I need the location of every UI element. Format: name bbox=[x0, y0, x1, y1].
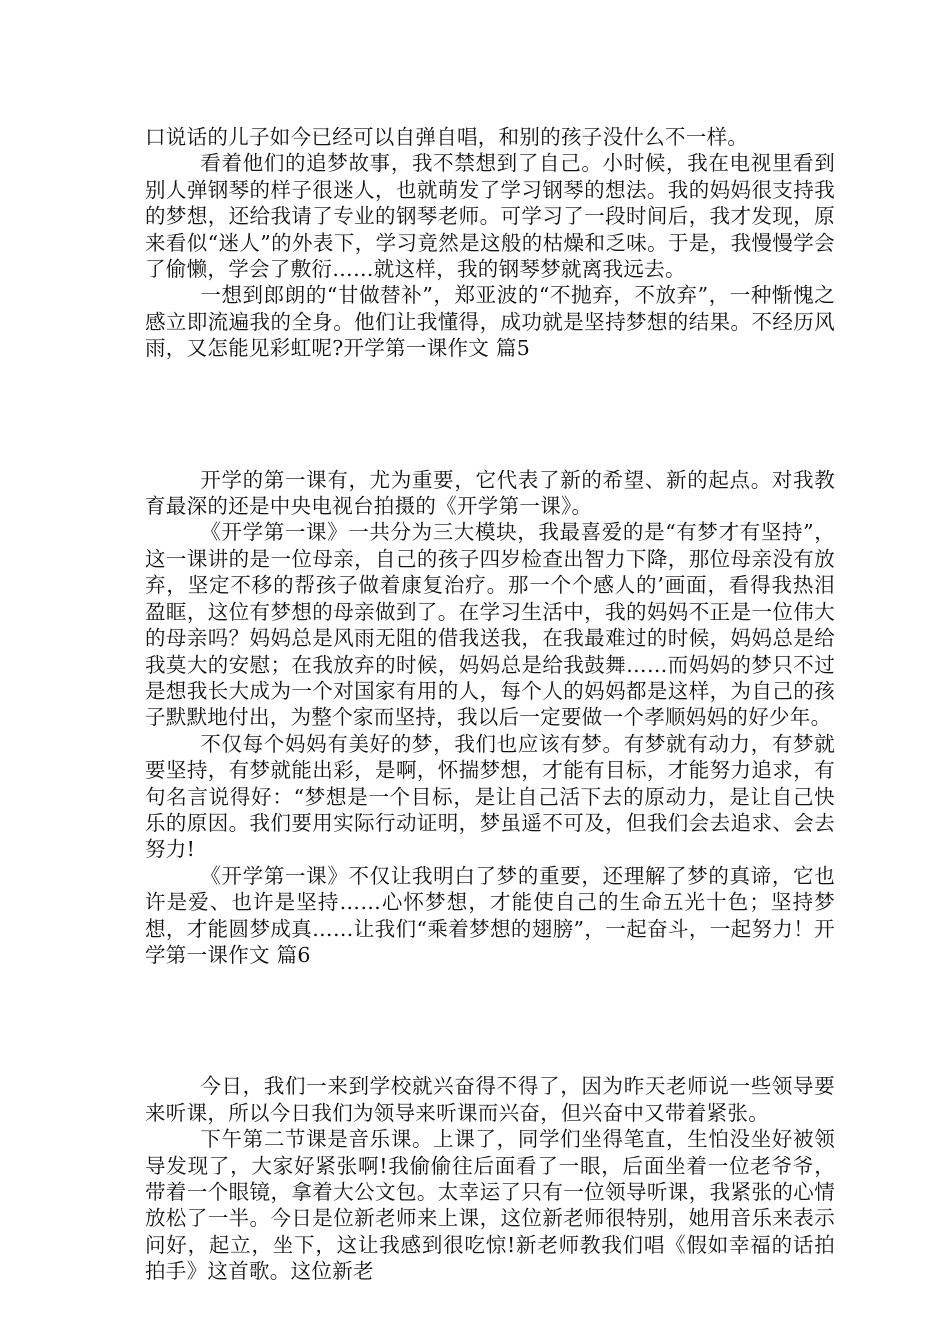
paragraph: 《开学第一课》不仅让我明白了梦的重要，还理解了梦的真谛，它也许是爱、也许是坚持……心怀梦想，才能使自己的生命五光十色；坚持梦想，才能圆梦成真……让我们“乘着梦想的翅膀”，一起奋斗，一起努力！开学第一课作文 篇6 bbox=[145, 863, 835, 967]
paragraph: 口说话的儿子如今已经可以自弹自唱，和别的孩子没什么不一样。 bbox=[145, 125, 749, 149]
document-body bbox=[145, 124, 835, 1285]
paragraph: 今日，我们一来到学校就兴奋得不得了，因为昨天老师说一些领导要来听课，所以今日我们为领导来听课而兴奋，但兴奋中又带着紧张。 bbox=[145, 1074, 835, 1125]
section-gap bbox=[145, 362, 835, 467]
paragraph: 看着他们的追梦故事，我不禁想到了自己。小时候，我在电视里看到别人弹钢琴的样子很迷人，也就萌发了学习钢琴的想法。我的妈妈很支持我的梦想，还给我请了专业的钢琴老师。可学习了一段时间后，我才发现，原来看似“迷人”的外表下，学习竟然是这般的枯燥和乏味。于是，我慢慢学会了偷懒，学会了敷衍……就这样，我的钢琴梦就离我远去。 bbox=[145, 151, 835, 282]
paragraph: 《开学第一课》一共分为三大模块，我最喜爱的是“有梦才有坚持”，这一课讲的是一位母亲，自己的孩子四岁检查出智力下降，那位母亲没有放弃，坚定不移的帮孩子做着康复治疗。那一个个感人的’画面，看得我热泪盈眶，这位有梦想的母亲做到了。在学习生活中，我的妈妈不正是一位伟大的母亲吗？妈妈总是风雨无阻的借我送我，在我最难过的时候，妈妈总是给我莫大的安慰；在我放弃的时候，妈妈总是给我鼓舞……而妈妈的梦只不过是想我长大成为一个对国家有用的人，每个人的妈妈都是这样，为自己的孩子默默地付出，为整个家而坚持，我以后一定要做一个孝顺妈妈的好少年。 bbox=[145, 520, 835, 730]
paragraph: 开学的第一课有，尤为重要，它代表了新的希望、新的起点。对我教育最深的还是中央电视台拍摄的《开学第一课》。 bbox=[145, 467, 835, 519]
section-gap bbox=[145, 968, 835, 1073]
paragraph: 下午第二节课是音乐课。上课了，同学们坐得笔直，生怕没坐好被领导发现了，大家好紧张啊!我偷偷往后面看了一眼，后面坐着一位老爷爷，带着一个眼镜，拿着大公文包。太幸运了只有一位领导听课，我紧张的心情放松了一半。今日是位新老师来上课，这位新老师很特别，她用音乐来表示问好，起立，坐下，这让我感到很吃惊!新老师教我们唱《假如幸福的话拍拍手》这首歌。这位新老 bbox=[145, 1127, 835, 1284]
paragraph: 一想到郎朗的“甘做替补”，郑亚波的“不抛弃，不放弃”，一种惭愧之感立即流遍我的全身。他们让我懂得，成功就是坚持梦想的结果。不经历风雨，又怎能见彩虹呢?开学第一课作文 篇5 bbox=[145, 283, 835, 361]
paragraph: 不仅每个妈妈有美好的梦，我们也应该有梦。有梦就有动力，有梦就要坚持，有梦就能出彩，是啊，怀揣梦想，才能有目标，才能努力追求，有句名言说得好：“梦想是一个目标，是让自己活下去的原动力，是让自己快乐的原因。我们要用实际行动证明，梦虽遥不可及，但我们会去追求、会去努力! bbox=[145, 731, 835, 862]
